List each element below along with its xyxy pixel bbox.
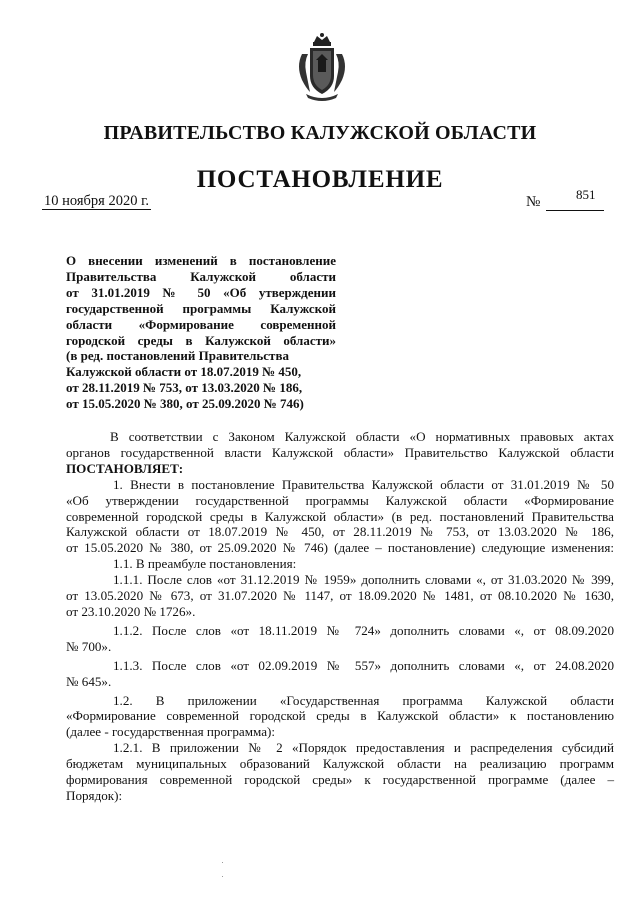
subject-line: Калужской области от 18.07.2019 № 450, [66,364,302,380]
paragraph-1-2-1-line: Порядок): [66,787,123,803]
document-type-title: ПОСТАНОВЛЕНИЕ [196,166,444,193]
paragraph-1-line: 1. Внести в постановление Правительства Калужской области от 31.01.2019 № 50 [113,476,614,492]
document-number [526,188,608,212]
scan-speck [222,876,223,877]
resolves-heading: ПОСТАНОВЛЯЕТ: [66,460,184,476]
subject-line: (в ред. постановлений Правительства [66,348,289,364]
document-body [66,429,614,804]
government-title: ПРАВИТЕЛЬСТВО КАЛУЖСКОЙ ОБЛАСТИ [103,122,537,144]
subject-line: от 15.05.2020 № 380, от 25.09.2020 № 746) [66,396,304,412]
subject-line: городской среды в Калужской области» [66,332,336,348]
number-underline [546,210,604,211]
number-value: 851 [576,187,596,202]
paragraph-1-1-3-line: 1.1.3. После слов «от 02.09.2019 № 557» дополнить словами «, от 24.08.2020 [113,657,614,673]
paragraph-1-1-1-line: от 23.10.2020 № 1726». [66,603,196,619]
number-sign: № [526,194,541,210]
intro-line: В соответствии с Законом Калужской области «О нормативных правовых актах [110,429,614,444]
paragraph-1-1-1-line: от 13.05.2020 № 673, от 31.07.2020 № 1147, от 18.09.2020 № 1481, от 08.10.2020 № 1630, [66,588,614,604]
paragraph-1-1: 1.1. В преамбуле постановления: [113,556,297,572]
paragraph-1-2-1-line: формирования современной городской среды» к государственной программе (далее – [66,772,614,788]
subject-line: Правительства Калужской области [66,268,336,284]
subject-line: от 28.11.2019 № 753, от 13.03.2020 № 186, [66,380,303,396]
paragraph-1-line: от 15.05.2020 № 380, от 25.09.2020 № 746) (далее – постановление) следующие изменения: [66,540,614,556]
paragraph-1-2-line: «Формирование современной городской среды в Калужской области» к постановлению [66,708,614,724]
subject-line: О внесении изменений в постановление [66,253,336,268]
paragraph-1-1-2-line: 1.1.2. После слов «от 18.11.2019 № 724» дополнить словами «, от 08.09.2020 [113,622,614,638]
paragraph-1-line: современной городской среды в Калужской области» (в ред. постановлений Правительства [66,508,614,524]
document-date: 10 ноября 2020 г. [44,193,150,209]
subject-line: области «Формирование современной [66,316,336,332]
paragraph-1-1-3-line: № 645». [66,673,112,689]
paragraph-1-2-line: 1.2. В приложении «Государственная программа Калужской области [113,692,614,708]
paragraph-1-1-1-line: 1.1.1. После слов «от 31.12.2019 № 1959» дополнить словами «, от 31.03.2020 № 399, [113,572,614,588]
paragraph-1-2-1-line: 1.2.1. В приложении № 2 «Порядок предоставления и распределения субсидий [113,740,614,756]
paragraph-1-line: Калужской области от 18.07.2019 № 450, от 28.11.2019 № 753, от 13.03.2020 № 186, [66,524,614,540]
intro-line: органов государственной власти Калужской области» Правительство Калужской области [66,444,614,460]
coat-of-arms-icon [292,32,352,102]
document-subject [66,253,336,412]
subject-line: государственной программы Калужской [66,300,336,316]
paragraph-1-1-2-line: № 700». [66,638,112,654]
subject-line: от 31.01.2019 № 50 «Об утверждении [66,284,336,300]
paragraph-1-line: «Об утверждении государственной программы Калужской области «Формирование [66,492,614,508]
paragraph-1-2-line: (далее - государственная программа): [66,724,276,740]
scan-speck [222,862,223,863]
paragraph-1-2-1-line: бюджетам муниципальных образований Калужской области на реализацию программ [66,756,614,772]
